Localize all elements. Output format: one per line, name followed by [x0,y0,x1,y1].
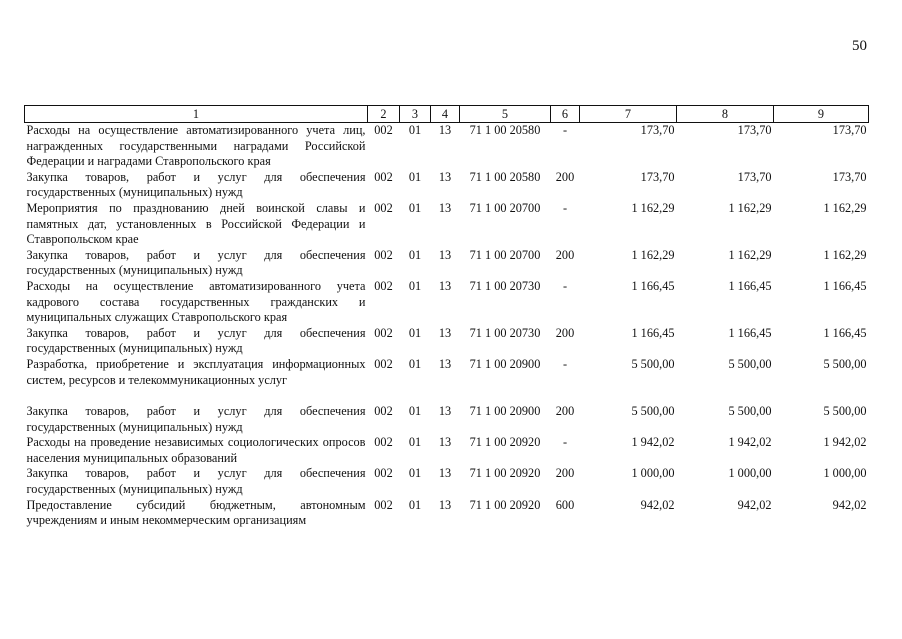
expense-name-cell: Закупка товаров, работ и услуг для обеспечения государственных (муниципальных) нужд [26,404,366,434]
expense-type-cell: 600 [555,497,575,512]
subsection-code-cell: 13 [438,356,452,371]
expense-type-cell: - [562,200,568,215]
page-number: 50 [852,38,867,54]
subsection-code-cell: 13 [438,497,452,512]
amount-col9-cell: 173,70 [832,169,867,184]
target-item-code-cell: 71 1 00 20700 [469,247,541,262]
expense-name-cell: Закупка товаров, работ и услуг для обеспечения государственных (муниципальных) нужд [26,169,366,200]
target-item-code-cell: 71 1 00 20730 [469,325,541,340]
table-row [25,201,869,248]
section-code-cell: 01 [408,435,422,450]
amount-col8-cell: 1 942,02 [728,435,772,450]
amount-col7-cell: 173,70 [640,123,675,137]
section-code-cell: 01 [408,466,422,481]
amount-col8-cell: 5 500,00 [728,404,772,419]
amount-col8-cell: 1 166,45 [728,325,772,340]
amount-col7-cell: 5 500,00 [631,356,675,371]
target-item-code-cell: 71 1 00 20580 [469,169,541,184]
ministry-code-cell: 002 [374,497,393,512]
subsection-code-cell: 13 [438,435,452,450]
target-item-code-cell: 71 1 00 20920 [469,435,541,450]
amount-col9-cell: 1 162,29 [823,247,867,262]
expense-name-cell: Расходы на осуществление автоматизированного учета лиц, награжденных государственными наградами Российской Федерации и наградами Ставропольского края [26,123,366,169]
amount-col7-cell: 1 162,29 [631,200,675,215]
amount-col9-cell: 173,70 [832,123,867,137]
table-row [25,498,869,529]
amount-col7-cell: 1 942,02 [631,435,675,450]
expense-type-cell: 200 [555,169,575,184]
amount-col7-cell: 1 166,45 [631,278,675,293]
expense-name-cell: Мероприятия по празднованию дней воинской славы и памятных дат, установленных в Российской Федерации и Ставропольском крае [26,200,366,247]
amount-col7-cell: 942,02 [640,497,675,512]
header-cell-9: 9 [774,106,869,123]
target-item-code-cell: 71 1 00 20900 [469,404,541,419]
ministry-code-cell: 002 [374,123,393,137]
table-row [25,404,869,435]
table-row [25,357,869,404]
target-item-code-cell: 71 1 00 20580 [469,123,541,137]
header-cell-4: 4 [431,106,460,123]
header-cell-7: 7 [580,106,677,123]
header-cell-2: 2 [368,106,400,123]
table-row [25,248,869,279]
header-cell-5: 5 [460,106,551,123]
header-row [25,106,869,123]
expense-name-cell: Закупка товаров, работ и услуг для обеспечения государственных (муниципальных) нужд [26,325,366,356]
expense-type-cell: 200 [555,404,575,419]
amount-col9-cell: 1 166,45 [823,325,867,340]
ministry-code-cell: 002 [374,278,393,293]
section-code-cell: 01 [408,356,422,371]
amount-col9-cell: 5 500,00 [823,356,867,371]
subsection-code-cell: 13 [438,169,452,184]
expense-type-cell: - [562,278,568,293]
amount-col9-cell: 1 942,02 [823,435,867,450]
subsection-code-cell: 13 [438,278,452,293]
table-row [25,123,869,170]
header-cell-3: 3 [400,106,431,123]
expense-name-cell: Закупка товаров, работ и услуг для обеспечения государственных (муниципальных) нужд [26,247,366,278]
budget-table [24,105,869,529]
table-row [25,326,869,357]
amount-col9-cell: 1 166,45 [823,278,867,293]
subsection-code-cell: 13 [438,247,452,262]
amount-col9-cell: 1 000,00 [823,466,867,481]
ministry-code-cell: 002 [374,356,393,371]
target-item-code-cell: 71 1 00 20900 [469,356,541,371]
section-code-cell: 01 [408,123,422,137]
expense-name-cell: Закупка товаров, работ и услуг для обеспечения государственных (муниципальных) нужд [26,466,366,497]
expense-type-cell: 200 [555,247,575,262]
expense-type-cell: 200 [555,325,575,340]
expense-type-cell: - [562,435,568,450]
amount-col7-cell: 1 166,45 [631,325,675,340]
subsection-code-cell: 13 [438,404,452,419]
section-code-cell: 01 [408,169,422,184]
amount-col8-cell: 942,02 [737,497,772,512]
expense-name-cell: Расходы на осуществление автоматизированного учета кадрового состава государственных гражданских и муниципальных служащих Ставропольского края [26,278,366,325]
amount-col8-cell: 173,70 [737,169,772,184]
expense-name-cell: Разработка, приобретение и эксплуатация информационных систем, ресурсов и телекоммуникационных услуг [26,356,366,387]
section-code-cell: 01 [408,278,422,293]
section-code-cell: 01 [408,200,422,215]
table-row [25,170,869,201]
header-cell-8: 8 [677,106,774,123]
ministry-code-cell: 002 [374,169,393,184]
amount-col8-cell: 1 166,45 [728,278,772,293]
amount-col7-cell: 5 500,00 [631,404,675,419]
amount-col8-cell: 5 500,00 [728,356,772,371]
section-code-cell: 01 [408,497,422,512]
ministry-code-cell: 002 [374,247,393,262]
target-item-code-cell: 71 1 00 20920 [469,466,541,481]
table-row [25,279,869,326]
target-item-code-cell: 71 1 00 20700 [469,200,541,215]
header-cell-6: 6 [551,106,580,123]
subsection-code-cell: 13 [438,325,452,340]
table-row [25,466,869,497]
ministry-code-cell: 002 [374,435,393,450]
target-item-code-cell: 71 1 00 20920 [469,497,541,512]
expense-type-cell: - [562,123,568,137]
expense-name-cell: Предоставление субсидий бюджетным, автономным учреждениям и иным некоммерческим организациям [26,497,366,528]
amount-col7-cell: 1 162,29 [631,247,675,262]
amount-col7-cell: 1 000,00 [631,466,675,481]
header-cell-1: 1 [25,106,368,123]
section-code-cell: 01 [408,325,422,340]
ministry-code-cell: 002 [374,325,393,340]
ministry-code-cell: 002 [374,466,393,481]
subsection-code-cell: 13 [438,200,452,215]
amount-col9-cell: 5 500,00 [823,404,867,419]
ministry-code-cell: 002 [374,404,393,419]
subsection-code-cell: 13 [438,466,452,481]
amount-col8-cell: 173,70 [737,123,772,137]
section-code-cell: 01 [408,247,422,262]
amount-col7-cell: 173,70 [640,169,675,184]
section-code-cell: 01 [408,404,422,419]
amount-col9-cell: 1 162,29 [823,200,867,215]
expense-type-cell: 200 [555,466,575,481]
target-item-code-cell: 71 1 00 20730 [469,278,541,293]
table-row [25,435,869,466]
expense-type-cell: - [562,356,568,371]
amount-col8-cell: 1 000,00 [728,466,772,481]
subsection-code-cell: 13 [438,123,452,137]
amount-col8-cell: 1 162,29 [728,247,772,262]
expense-name-cell: Расходы на проведение независимых социологических опросов населения муниципальных образований [26,435,366,465]
amount-col9-cell: 942,02 [832,497,867,512]
amount-col8-cell: 1 162,29 [728,200,772,215]
ministry-code-cell: 002 [374,200,393,215]
